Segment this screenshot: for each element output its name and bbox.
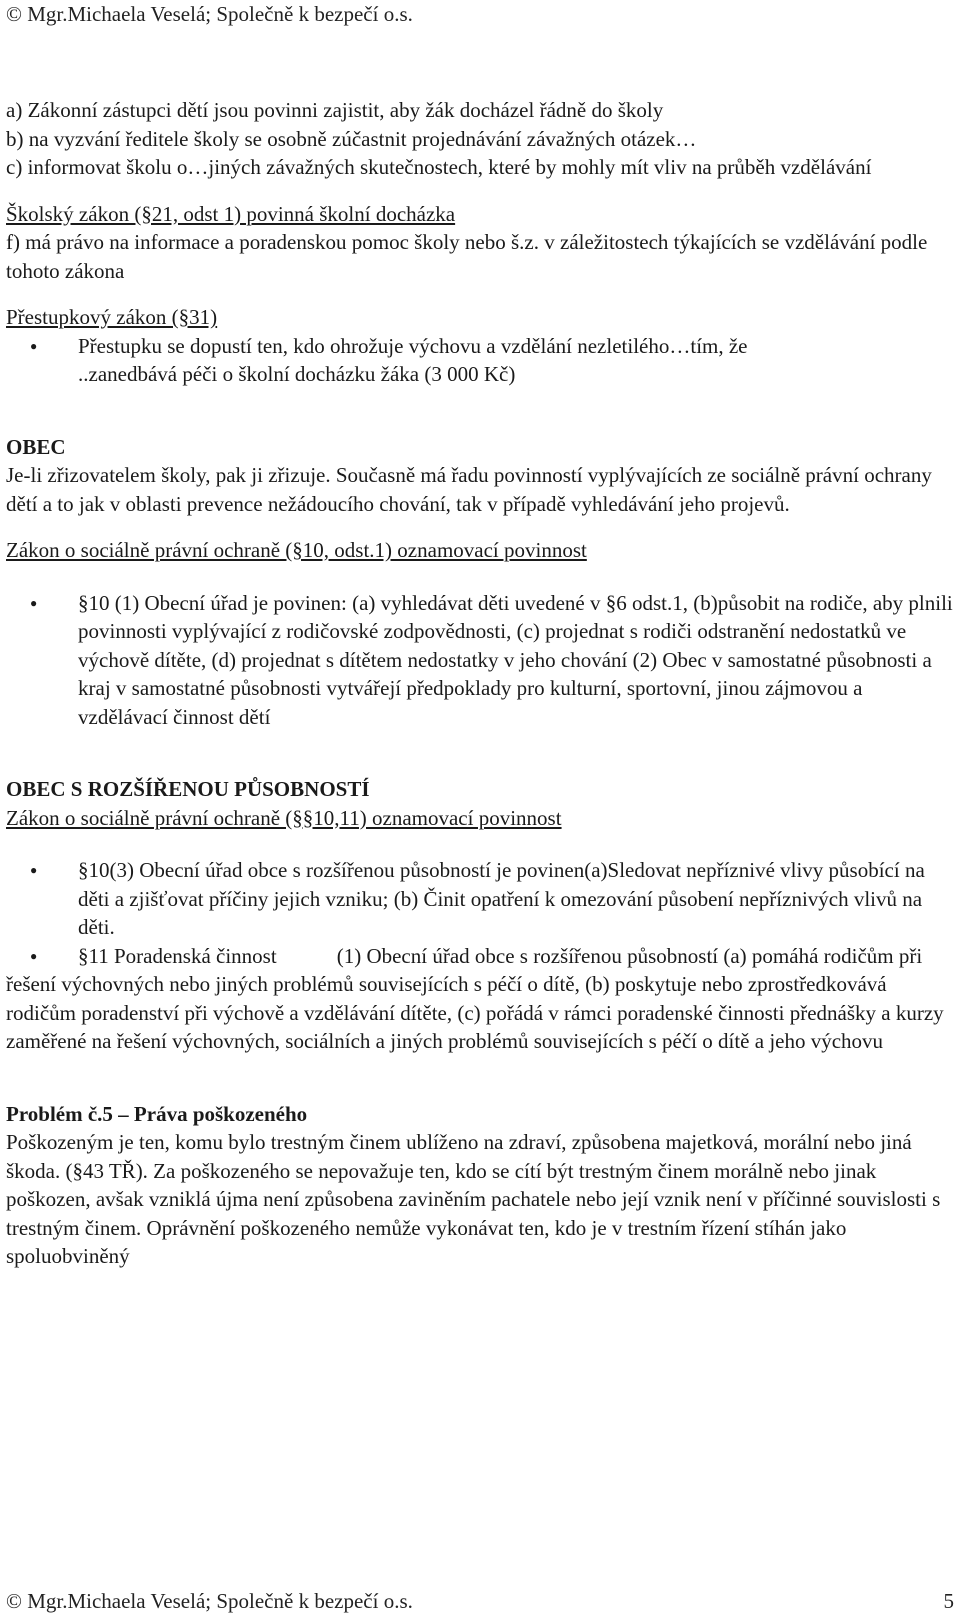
page-content <box>6 96 956 1271</box>
page-header: © Mgr.Michaela Veselá; Společně k bezpečí o.s. <box>6 2 413 26</box>
obec-bullet <box>6 589 956 732</box>
duty-b: b) na vyzvání ředitele školy se osobně zúčastnit projednávání závažných otázek… <box>6 126 697 151</box>
problem-heading: Problém č.5 – Práva poškozeného <box>6 1101 308 1126</box>
obec-heading: OBEC <box>6 434 66 459</box>
problem-text: Poškozeným je ten, komu bylo trestným činem ublíženo na zdraví, způsobena majetková, morální nebo jiná škoda. (§43 TŘ). Za poškozeného se nepovažuje ten, kdo se cítí být trestným činem morálně nebo jinak poškozen, avšak vzniklá újma není způsobena zaviněním pachatele nebo její vznik není v příčinné souvislosti s trestným činem. Oprávnění poškozeného nemůže vykonávat ten, kdo je v trestním řízení stíhán jako spoluobviněný <box>6 1130 941 1268</box>
orp-bullet-2-text: (1) Obecní úřad obce s rozšířenou působností (a) pomáhá rodičům při řešení výchovných nebo jiných problémů souvisejících s péčí o dítě, (b) poskytuje nebo zprostředkovává rodičům poradenství při výchově a vzdělávání dítěte, (c) pořádá v rámci poradenské činnosti přednášky a kurzy zaměřené na řešení výchovných, sociálních a jiných problémů souvisejících s péčí o dítě a jeho výchovu <box>6 943 944 1053</box>
school-act-heading: Školský zákon (§21, odst 1) povinná školní docházka <box>6 201 456 226</box>
offence-act-bullet: ● Přestupku se dopustí ten, kdo ohrožuje výchovu a vzdělání nezletilého…tím, že <box>6 332 956 361</box>
obec-bullet-text: ● §10 (1) Obecní úřad je povinen: (a) vyhledávat děti uvedené v §6 odst.1, (b)působit na rodiče, aby plnili povinnosti vyplývající z rodičovské zodpovědnosti, (c) projednat s rodiči odstranění nedostatků ve výchově dítěte, (d) projednat s dítětem nedostatky v jeho chování (2) Obec v samostatné působnosti a kraj v samostatné působnosti vytvářejí předpoklady pro kulturní, sportovní, jinou zájmovou a vzdělávací činnost dětí <box>6 589 956 732</box>
orp-law-heading: Zákon o sociálně právní ochraně (§§10,11) oznamovací povinnost <box>6 805 562 830</box>
duty-c: c) informovat školu o…jiných závažných skutečnostech, které by mohly mít vliv na průběh vzdělávání <box>6 155 872 179</box>
orp-bullet-2 <box>6 942 956 1056</box>
page-number: 5 <box>943 1589 954 1613</box>
offence-act-heading: Přestupkový zákon (§31) <box>6 305 218 329</box>
obec-text: Je-li zřizovatelem školy, pak ji zřizuje. Současně má řadu povinností vyplývajících ze sociálně právní ochrany dětí a to jak v oblasti prevence nežádoucího chování, tak v případě vyhledávání jeho projevů. <box>6 463 932 516</box>
footer-text: © Mgr.Michaela Veselá; Společně k bezpečí o.s. <box>6 1589 413 1613</box>
obec-law-heading: Zákon o sociálně právní ochraně (§10, odst.1) oznamovací povinnost <box>6 538 587 562</box>
orp-heading: OBEC S ROZŠÍŘENOU PŮSOBNOSTÍ <box>6 777 370 801</box>
orp-bullet-1-text: ● §10(3) Obecní úřad obce s rozšířenou působností je povinen(a)Sledovat nepříznivé vlivy působící na děti a zjišťovat příčiny jejich vzniku; (b) Činit opatření k omezování působení nepříznivých vlivů na děti. <box>6 856 956 942</box>
duty-a: a) Zákonní zástupci dětí jsou povinni zajistit, aby žák docházel řádně do školy <box>6 98 664 122</box>
school-act-text: f) má právo na informace a poradenskou pomoc školy nebo š.z. v záležitostech týkajících se vzdělávání podle tohoto zákona <box>6 230 928 283</box>
orp-bullet-2-lead: ● §11 Poradenská činnost <box>6 942 277 971</box>
orp-bullet-1 <box>6 856 956 942</box>
page-footer <box>6 1589 954 1614</box>
offence-act-continuation: ..zanedbává péči o školní docházku žáka (3 000 Kč) <box>78 362 516 386</box>
